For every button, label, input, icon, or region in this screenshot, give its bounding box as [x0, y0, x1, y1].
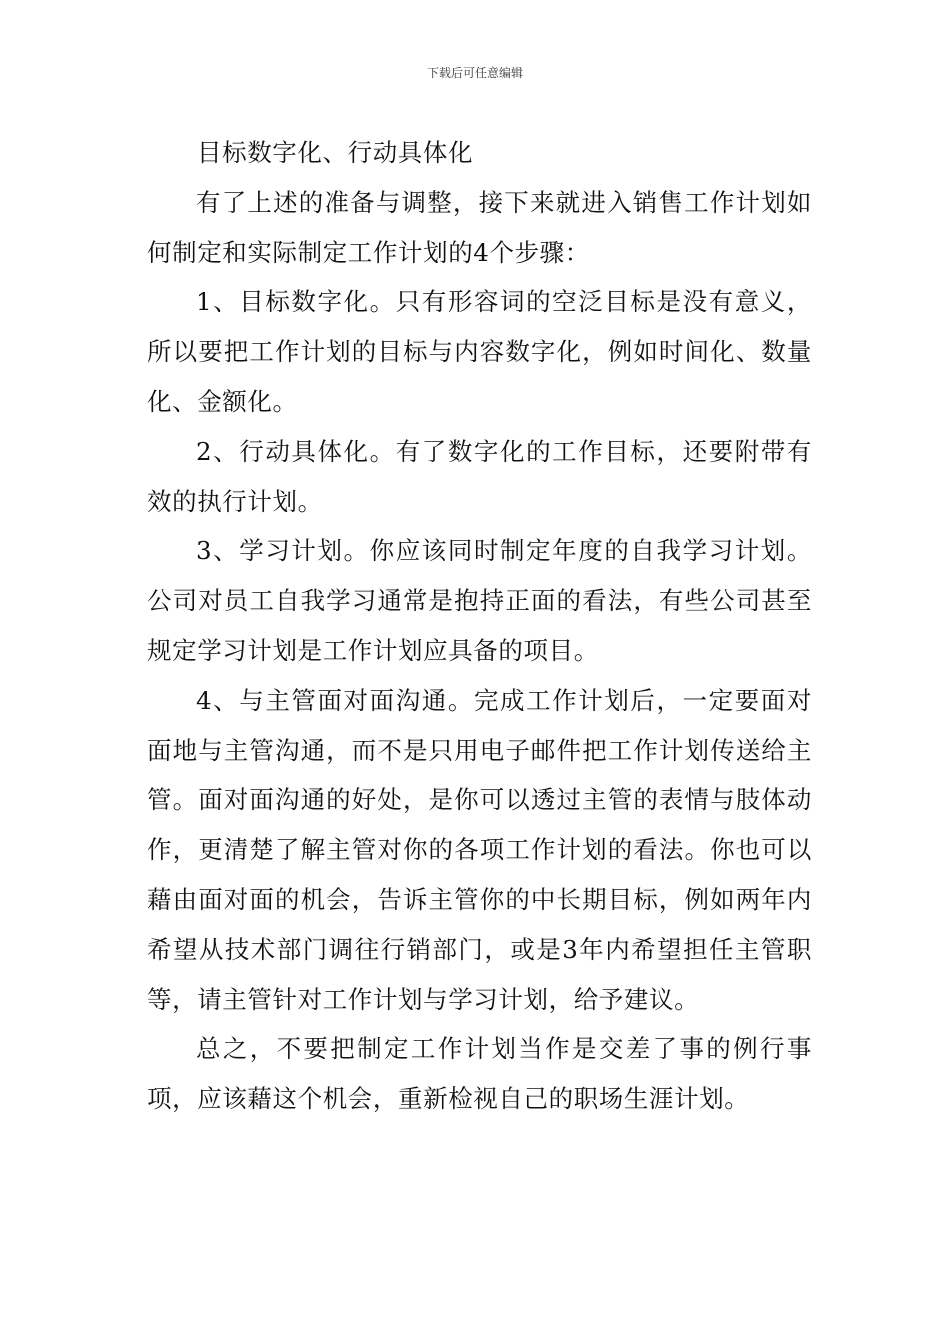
- paragraph-intro: 有了上述的准备与调整，接下来就进入销售工作计划如何制定和实际制定工作计划的4个步骤：: [147, 187, 812, 267]
- paragraph-step-1: 1、目标数字化。只有形容词的空泛目标是没有意义，所以要把工作计划的目标与内容数字化，例如时间化、数量化、金额化。: [147, 287, 812, 416]
- paragraph-step-3: 3、学习计划。你应该同时制定年度的自我学习计划。公司对员工自我学习通常是抱持正面的看法，有些公司甚至规定学习计划是工作计划应具备的项目。: [147, 536, 812, 665]
- document-body: [147, 128, 812, 1124]
- section-heading: 目标数字化、行动具体化: [197, 138, 474, 167]
- paragraph-step-4: 4、与主管面对面沟通。完成工作计划后，一定要面对面地与主管沟通，而不是只用电子邮件把工作计划传送给主管。面对面沟通的好处，是你可以透过主管的表情与肢体动作，更清楚了解主管对你的各项工作计划的看法。你也可以藉由面对面的机会，告诉主管你的中长期目标，例如两年内希望从技术部门调往行销部门，或是3年内希望担任主管职等，请主管针对工作计划与学习计划，给予建议。: [147, 685, 812, 1014]
- paragraph-step-2: 2、行动具体化。有了数字化的工作目标，还要附带有效的执行计划。: [147, 436, 812, 516]
- page-header-note: 下载后可任意编辑: [426, 66, 523, 80]
- paragraph-conclusion: 总之，不要把制定工作计划当作是交差了事的例行事项，应该藉这个机会，重新检视自己的职场生涯计划。: [147, 1034, 812, 1114]
